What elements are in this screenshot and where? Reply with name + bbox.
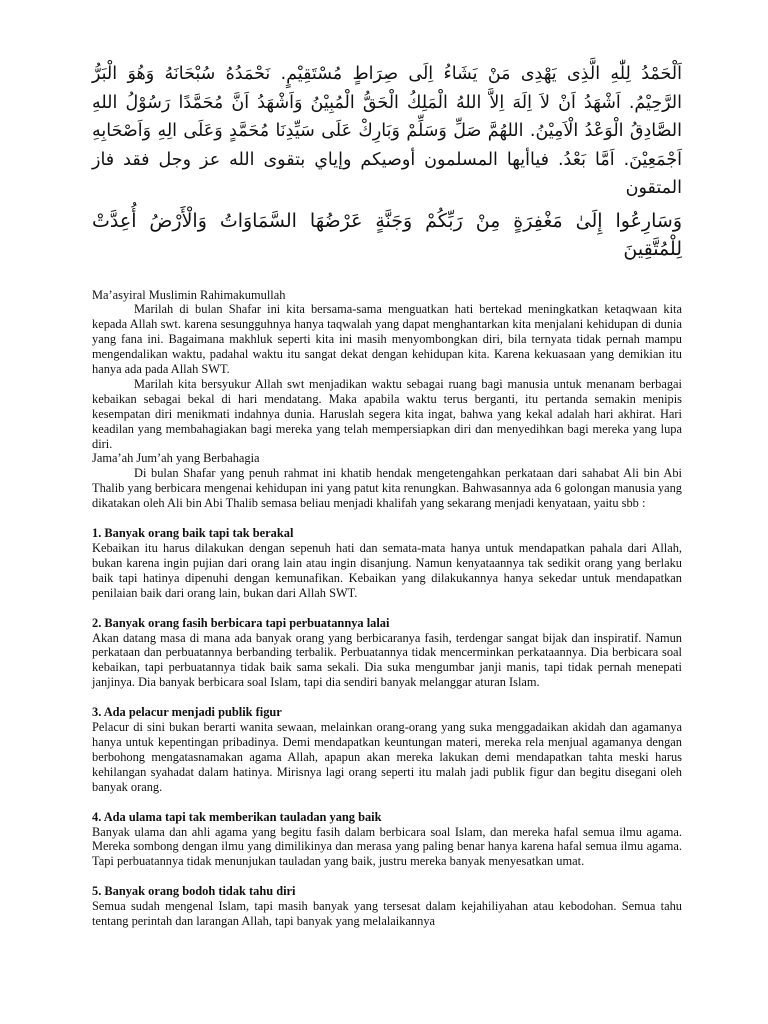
section-1-heading: 1. Banyak orang baik tapi tak berakal	[92, 526, 294, 541]
section-5-text: Semua sudah mengenal Islam, tapi masih banyak yang tersesat dalam kejahiliyahan atau kebodohan. Semua tahu tentang perintah dan larangan Allah, tapi banyak yang melalaikannya	[92, 899, 682, 929]
salutation: Ma’asyiral Muslimin Rahimakumullah	[92, 287, 286, 302]
sermon-body	[92, 288, 682, 929]
section-5-heading: 5. Banyak orang bodoh tidak tahu diri	[92, 884, 296, 899]
section-2-text: Akan datang masa di mana ada banyak orang yang berbicaranya fasih, terdengar sangat bijak dan inspiratif. Namun perkataan dan perbuatannya berbanding terbalik. Perbuatannya tidak mencerminkan perkataannya. Dia berbicara soal kebaikan, tapi perbuatannya tidak baik sama sekali. Dia suka mengumbar janji manis, tapi tidak pernah menepati janjinya. Dia banyak berbicara soal Islam, tapi dia sendiri banyak melanggar aturan Islam.	[92, 630, 682, 690]
section-2-heading: 2. Banyak orang fasih berbicara tapi perbuatannya lalai	[92, 615, 390, 630]
jamaah-salutation: Jama’ah Jum’ah yang Berbahagia	[92, 451, 260, 466]
section-3-text: Pelacur di sini bukan berarti wanita sewaan, melainkan orang-orang yang suka menggadaikan akidah dan agamanya hanya untuk kepentingan pribadinya. Demi mendapatkan keuntungan materi, mereka rela menjual agamanya dengan berbohong mengatasnamakan agama Allah, apapun akan mereka lakukan demi mendapatkan tahta meski harus kehilangan syahadat dalam hatinya. Mirisnya lagi orang seperti itu malah jadi publik figur dan begitu disegani oleh banyak orang.	[92, 720, 682, 794]
paragraph-1: Marilah di bulan Shafar ini kita bersama-sama menguatkan hati bertekad meningkatkan ketaqwaan kita kepada Allah swt. karena sesungguhnya hanya taqwalah yang dapat menghantarkan kita menjalani kehidupan di dunia yang fana ini. Bagaimana makhluk seperti kita ini masih menyombongkan diri, bila ternyata tidak pernah mampu mengendalikan waktu, padahal waktu itu sangat dekat dengan kehidupan kita. Karena kekuasaan yang demikian itu hanya ada pada Allah SWT.	[92, 302, 682, 377]
paragraph-2: Marilah kita bersyukur Allah swt menjadikan waktu sebagai ruang bagi manusia untuk menanam berbagai kebaikan sebagai bekal di hari mendatang. Maka apabila waktu terus berganti, itu pertanda semakin menipis kesempatan diri menikmati indahnya dunia. Haruslah segera kita ingat, bahwa yang kekal adalah hari akhirat. Hari keadilan yang membahagiakan bagi mereka yang telah mempersiapkan diri dan menyedihkan bagi mereka yang lupa diri.	[92, 376, 682, 451]
arabic-verse: وَسَارِعُوا إِلَىٰ مَغْفِرَةٍ مِنْ رَبِّكُمْ وَجَنَّةٍ عَرْضُهَا السَّمَاوَاتُ وَالْأَرْضُ أُعِدَّتْ لِلْمُتَّقِينَ	[92, 209, 682, 260]
section-4-heading: 4. Ada ulama tapi tak memberikan tauladan yang baik	[92, 809, 382, 824]
paragraph-3: Di bulan Shafar yang penuh rahmat ini khatib hendak mengetengahkan perkataan dari sahabat Ali bin Abi Thalib yang berbicara mengenai kehidupan ini yang patut kita renungkan. Bahwasannya ada 6 golongan manusia yang dikatakan oleh Ali bin Abi Thalib semasa beliau menjadi khalifah yang sekarang menjadi kenyataan, yaitu sbb :	[92, 466, 682, 511]
section-4-text: Banyak ulama dan ahli agama yang begitu fasih dalam berbicara soal Islam, dan mereka hafal semua ilmu agama. Mereka sombong dengan ilmu yang dimilikinya dan merasa yang paling benar hanya karena hafal semua ilmu agama. Tapi perbuatannya tidak menunjukan tauladan yang baik, justru mereka banyak menyesatkan umat.	[92, 824, 682, 869]
section-3-heading: 3. Ada pelacur menjadi publik figur	[92, 705, 282, 720]
section-1-text: Kebaikan itu harus dilakukan dengan sepenuh hati dan semata-mata hanya untuk mendapatkan pahala dari Allah, bukan karena ingin pujian dari orang lain atau ingin disanjung. Namun kenyataannya tak sedikit orang yang berlaku baik tapi hatinya dipenuhi dengan kemunafikan. Kebaikan yang dilakukannya hanya sekedar untuk mendapatkan penilaian baik dari orang lain, bukan dari Allah SWT.	[92, 541, 682, 600]
arabic-opening: اَلْحَمْدُ لِلّٰهِ الَّذِى يَهْدِى مَنْ يَشَاءُ اِلَى صِرَاطٍ مُسْتَقِيْمٍ. نَحْمَدُهُ سُبْحَانَهُ وَهُوَ الْبَرُّ الرَّحِيْمُ. اَشْهَدُ اَنْ لاَ اِلَهَ اِلاَّ اللهُ الْمَلِكُ الْحَقُّ الْمُبِيْنُ وَاَشْهَدُ اَنَّ مُحَمَّدًا رَسُوْلُ اللهِ الصَّادِقُ الْوَعْدُ الْاَمِيْنُ. اللهُمَّ صَلِّ وَسَلِّمْ وَبَارِكْ عَلَى سَيِّدِنَا مُحَمَّدٍ وَعَلَى الِهِ وَاَصْحَابِهِ اَجْمَعِيْنَ. اَمَّا بَعْدُ. فياأيها المسلمون أوصيكم وإياي بتقوى الله عز وجل فقد فاز المتقون	[92, 64, 682, 198]
